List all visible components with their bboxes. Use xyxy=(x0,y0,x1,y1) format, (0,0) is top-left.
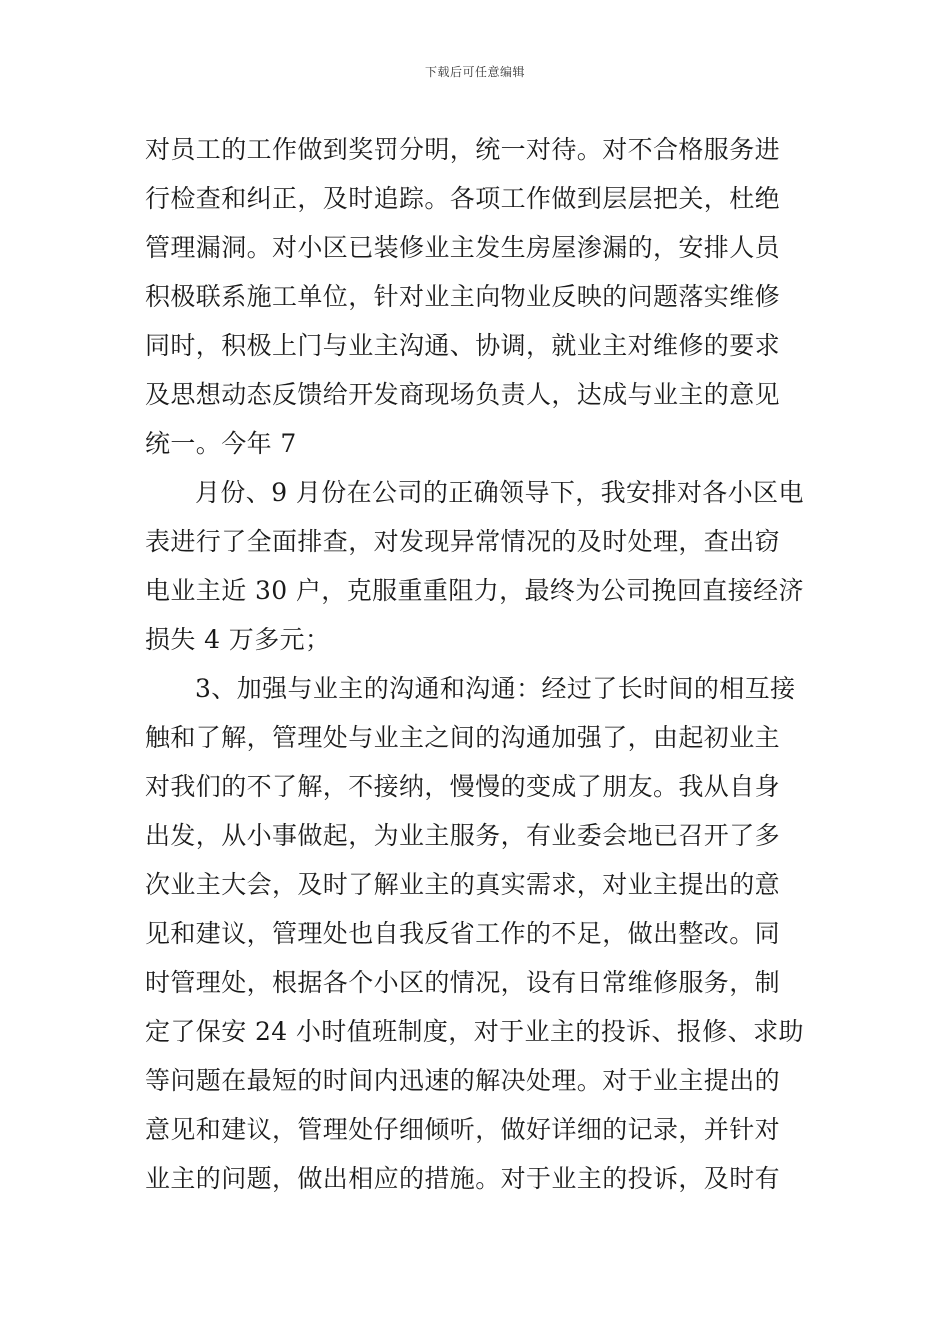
text-line: 损失 4 万多元； xyxy=(145,625,331,654)
text-line: 同时，积极上门与业主沟通、协调，就业主对维修的要求 xyxy=(145,331,781,360)
text-line: 及思想动态反馈给开发商现场负责人，达成与业主的意见 xyxy=(145,380,781,409)
text-line: 行检查和纠正，及时追踪。各项工作做到层层把关，杜绝 xyxy=(145,184,781,213)
text-line: 等问题在最短的时间内迅速的解决处理。对于业主提出的 xyxy=(145,1066,781,1095)
text-line: 管理漏洞。对小区已装修业主发生房屋渗漏的，安排人员 xyxy=(145,233,781,262)
text-line: 积极联系施工单位，针对业主向物业反映的问题落实维修 xyxy=(145,282,781,311)
text-line: 对员工的工作做到奖罚分明，统一对待。对不合格服务进 xyxy=(145,135,781,164)
paragraph-start-line: 月份、9 月份在公司的正确领导下，我安排对各小区电 xyxy=(195,478,804,507)
text-line: 见和建议，管理处也自我反省工作的不足，做出整改。同 xyxy=(145,919,781,948)
text-line: 定了保安 24 小时值班制度，对于业主的投诉、报修、求助 xyxy=(145,1017,804,1046)
text-line: 时管理处，根据各个小区的情况，设有日常维修服务，制 xyxy=(145,968,781,997)
text-line: 触和了解，管理处与业主之间的沟通加强了，由起初业主 xyxy=(145,723,781,752)
text-line: 统一。今年 7 xyxy=(145,429,297,458)
text-line: 出发，从小事做起，为业主服务，有业委会地已召开了多 xyxy=(145,821,781,850)
paragraph-start-line: 3、加强与业主的沟通和沟通：经过了长时间的相互接 xyxy=(195,674,796,703)
text-line: 对我们的不了解，不接纳，慢慢的变成了朋友。我从自身 xyxy=(145,772,781,801)
text-line: 电业主近 30 户，克服重重阻力，最终为公司挽回直接经济 xyxy=(145,576,804,605)
text-line: 业主的问题，做出相应的措施。对于业主的投诉，及时有 xyxy=(145,1164,781,1193)
text-line: 次业主大会，及时了解业主的真实需求，对业主提出的意 xyxy=(145,870,781,899)
document-body xyxy=(145,125,808,1203)
text-line: 表进行了全面排查，对发现异常情况的及时处理，查出窃 xyxy=(145,527,781,556)
text-line: 意见和建议，管理处仔细倾听，做好详细的记录，并针对 xyxy=(145,1115,781,1144)
page-header-note: 下载后可任意编辑 xyxy=(424,65,525,79)
